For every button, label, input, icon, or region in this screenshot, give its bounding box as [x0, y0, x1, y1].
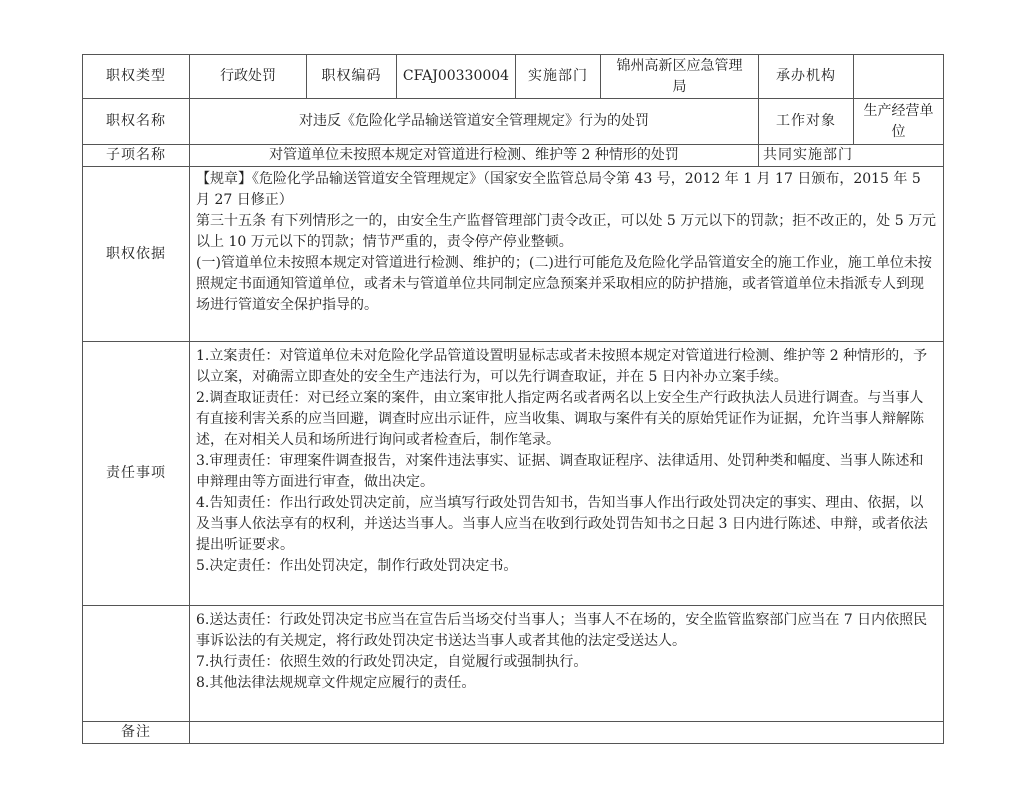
- label-legal-basis: 职权依据: [83, 167, 190, 342]
- label-sub-item: 子项名称: [83, 145, 190, 167]
- legal-basis-content: [190, 167, 944, 342]
- responsibilities-cont-label-cell: [83, 606, 190, 722]
- authority-table-page: [82, 54, 943, 744]
- label-work-target: 工作对象: [759, 99, 854, 145]
- responsibility-item: 4.告知责任：作出行政处罚决定前，应当填写行政处罚告知书，告知当事人作出行政处罚决定的事实、理由、依据，以及当事人依法享有的权利，并送达当事人。当事人应当在收到行政处罚告知书之日起 3 日内进行陈述、申辩，或者依法提出听证要求。: [196, 495, 928, 553]
- responsibility-item: 6.送达责任：行政处罚决定书应当在宣告后当场交付当事人；当事人不在场的，安全监管监察部门应当在 7 日内依照民事诉讼法的有关规定，将行政处罚决定书送达当事人或者其他的法定受送达人。: [196, 612, 928, 649]
- responsibility-item: 2.调查取证责任：对已经立案的案件，由立案审批人指定两名或者两名以上安全生产行政执法人员进行调查。与当事人有直接利害关系的应当回避，调查时应出示证件，应当收集、调取与案件有关的原始凭证作为证据，允许当事人辩解陈述，在对相关人员和场所进行询问或者检查后，制作笔录。: [196, 390, 924, 448]
- label-handling-org: 承办机构: [759, 55, 854, 99]
- work-target-value: 生产经营单位: [854, 99, 944, 145]
- responsibility-item: 3.审理责任：审理案件调查报告，对案件违法事实、证据、调查取证程序、法律适用、处罚种类和幅度、当事人陈述和申辩理由等方面进行审查，做出决定。: [196, 453, 924, 490]
- responsibility-item: 8.其他法律法规规章文件规定应履行的责任。: [196, 675, 476, 691]
- label-authority-name: 职权名称: [83, 99, 190, 145]
- authority-type-value: 行政处罚: [190, 55, 307, 99]
- label-authority-type: 职权类型: [83, 55, 190, 99]
- authority-name-value: 对违反《危险化学品输送管道安全管理规定》行为的处罚: [190, 99, 759, 145]
- implementing-dept-value: 锦州高新区应急管理局: [601, 55, 759, 99]
- label-responsibilities: 责任事项: [83, 342, 190, 606]
- authority-code-value: CFAJ00330004: [397, 55, 516, 99]
- basis-paragraph: 第三十五条 有下列情形之一的，由安全生产监督管理部门责令改正，可以处 5 万元以下的罚款；拒不改正的，处 5 万元以上 10 万元以下的罚款；情节严重的，责令停产停业整顿。: [196, 213, 937, 250]
- responsibilities-content: [190, 342, 944, 606]
- responsibility-item: 1.立案责任：对管道单位未对危险化学品管道设置明显标志或者未按照本规定对管道进行检测、维护等 2 种情形的，予以立案，对确需立即查处的安全生产违法行为，可以先行调查取证，并在 5 日内补办立案手续。: [196, 348, 928, 385]
- label-authority-code: 职权编码: [307, 55, 397, 99]
- responsibilities-cont-content: [190, 606, 944, 722]
- basis-paragraph: 【规章】《危险化学品输送管道安全管理规定》（国家安全监管总局令第 43 号，2012 年 1 月 17 日颁布，2015 年 5 月 27 日修正）: [196, 171, 921, 208]
- label-implementing-dept: 实施部门: [516, 55, 601, 99]
- label-joint-dept: 共同实施部门: [759, 145, 944, 167]
- sub-item-value: 对管道单位未按照本规定对管道进行检测、维护等 2 种情形的处罚: [190, 145, 759, 167]
- responsibility-item: 7.执行责任：依照生效的行政处罚决定，自觉履行或强制执行。: [196, 654, 588, 670]
- label-remarks: 备注: [83, 722, 190, 744]
- authority-table: [82, 54, 944, 744]
- basis-paragraph: (一)管道单位未按照本规定对管道进行检测、维护的；(二)进行可能危及危险化学品管道安全的施工作业，施工单位未按照规定书面通知管道单位，或者未与管道单位共同制定应急预案并采取相应的防护措施，或者管道单位未指派专人到现场进行管道安全保护指导的。: [196, 255, 932, 313]
- handling-org-value: [854, 55, 944, 99]
- remarks-value: [190, 722, 944, 744]
- responsibility-item: 5.决定责任：作出处罚决定，制作行政处罚决定书。: [196, 558, 518, 574]
